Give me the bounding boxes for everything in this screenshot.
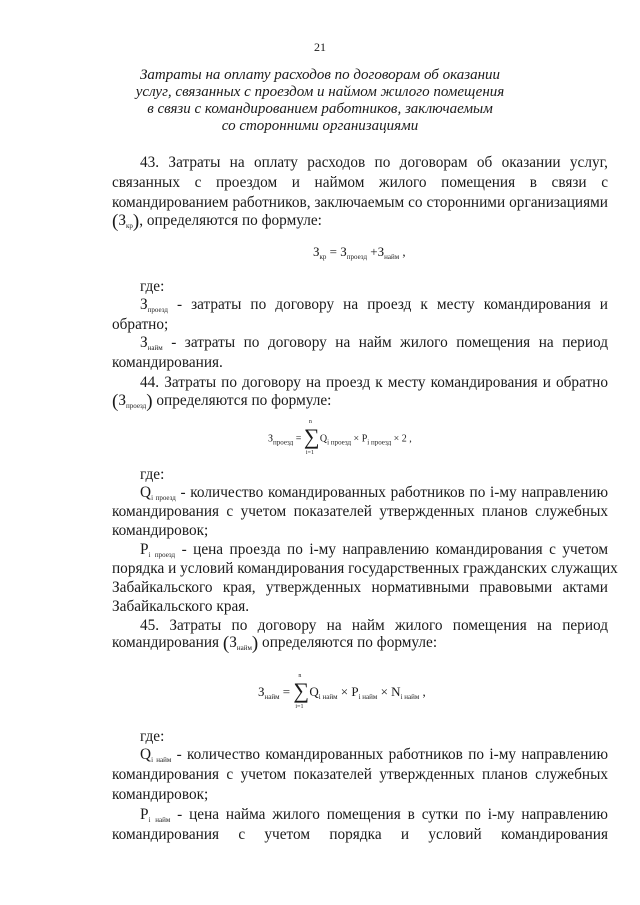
definition-p-naym-line-2: командирования с учетом порядка и условий командирования	[112, 826, 608, 843]
formula-z-proezd: $З_{проезд}$ = n ∑ i=1 $Q_{i проезд} \times P_{i проезд} \times 2$ ,	[268, 419, 412, 456]
where-label-1: где:	[140, 278, 165, 295]
p43-line-4: $(З_{кр})$, определяются по формуле:	[112, 211, 322, 232]
definition-z-naym: $З_{найм}$ - затраты по договору на найм жилого помещения на период	[140, 334, 608, 352]
p43-line-2: связанных с проездом и наймом жилого помещения в связи с	[112, 174, 608, 191]
sum-symbol: n ∑ i=1	[303, 419, 320, 456]
definition-p-proezd: $P_{i проезд}$ - цена проезда по i-му направлению командирования с учетом	[140, 541, 609, 559]
definition-p-proezd-line-2: порядка и условий командирования государственных гражданских служащих	[112, 560, 618, 577]
definition-q-naym-line-2: командирования с учетом показателей утвержденных планов служебных	[112, 766, 608, 783]
definition-q-proezd: $Q_{i проезд}$ - количество командированных работников по i-му направлению	[140, 484, 609, 502]
definition-z-naym-cont: командирования.	[112, 354, 223, 371]
p45-line-1: 45. Затраты по договору на найм жилого помещения на период	[140, 617, 608, 634]
section-title-line-3: в связи с командированием работников, заключаемым	[147, 101, 493, 117]
p45-line-2: командирования $(З_{найм})$ определяются по формуле:	[112, 633, 438, 654]
p43-line-1: 43. Затраты на оплату расходов по договорам об оказании услуг,	[140, 154, 608, 171]
definition-q-naym: $Q_{i найм}$ - количество командированных работников по i-му направлению	[140, 746, 608, 764]
sum-symbol: n ∑ i=1	[293, 673, 310, 710]
p43-line-3: командированием работников, заключаемым со сторонними организациями	[112, 194, 608, 211]
definition-p-proezd-line-3: Забайкальского края, утвержденных нормативными правовыми актами	[112, 579, 608, 596]
section-title-line-1: Затраты на оплату расходов по договорам об оказании	[139, 67, 501, 83]
formula-z-kr: $З_{кр} = З_{проезд} +З_{найм}$ ,	[313, 244, 406, 261]
p44-line-1: 44. Затраты по договору на проезд к месту командирования и обратно	[140, 374, 608, 391]
section-title-line-2: услуг, связанных с проездом и наймом жилого помещения	[135, 84, 505, 100]
section-title-line-4: со сторонними организациями	[221, 118, 419, 134]
p44-line-2: $(З_{проезд})$ определяются по формуле:	[112, 391, 332, 412]
definition-p-naym: $P_{i найм}$ - цена найма жилого помещения в сутки по i-му направлению	[140, 806, 608, 824]
definition-q-naym-line-3: командировок;	[112, 786, 209, 803]
definition-q-proezd-line-3: командировок;	[112, 522, 209, 539]
definition-z-proezd-cont: обратно;	[112, 316, 169, 333]
where-label-3: где:	[140, 728, 165, 745]
where-label-2: где:	[140, 466, 165, 483]
definition-p-proezd-line-4: Забайкальского края.	[112, 598, 250, 615]
page-number: 21	[314, 40, 326, 54]
definition-q-proezd-line-2: командирования с учетом показателей утвержденных планов служебных	[112, 503, 608, 520]
definition-z-proezd: $З_{проезд}$ - затраты по договору на проезд к месту командирования и	[140, 296, 608, 314]
formula-z-naym: $З_{найм}$ = n ∑ i=1 $Q_{i найм} \times P_{i найм} \times N_{i найм}$ ,	[258, 673, 426, 710]
